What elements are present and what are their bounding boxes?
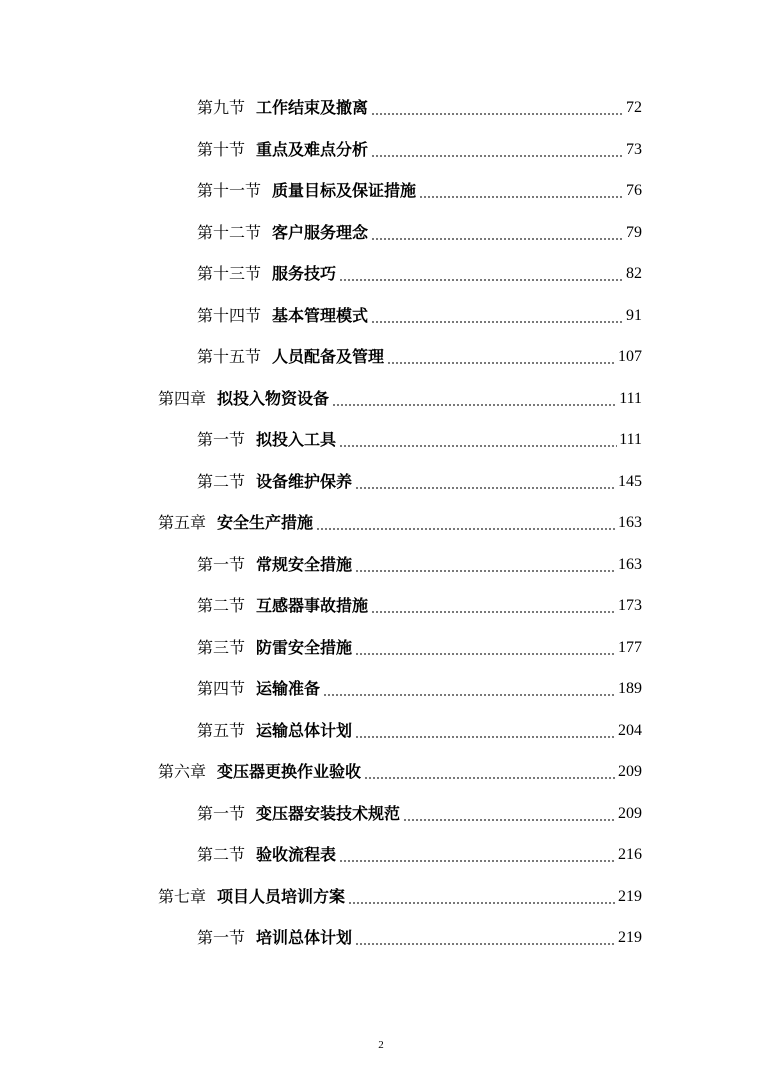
toc-entry-title: 互感器事故措施 [256,596,369,615]
toc-entry-prefix: 第二节 [197,472,246,491]
toc-entry-title: 变压器更换作业验收 [217,762,362,781]
page-number: 2 [378,1039,384,1051]
toc-entry-prefix: 第七章 [158,887,207,906]
toc-entry-title: 设备维护保养 [256,472,353,491]
toc-entry-page: 145 [618,473,642,490]
toc-entry-prefix: 第一节 [197,804,246,823]
toc-entry[interactable] [197,717,642,745]
dot-leader [403,819,616,821]
toc-entry-title: 服务技巧 [272,264,337,283]
dot-leader [355,653,616,655]
toc-entry-title: 安全生产措施 [217,513,314,532]
toc-entry-page: 209 [618,805,642,822]
toc-entry-prefix: 第五章 [158,513,207,532]
toc-entry[interactable] [197,800,642,828]
toc-entry-title: 拟投入工具 [256,430,337,449]
toc-entry-prefix: 第二节 [197,845,246,864]
dot-leader [419,196,624,198]
dot-leader [371,321,624,323]
toc-entry-prefix: 第十二节 [197,223,262,242]
toc-entry-title: 质量目标及保证措施 [272,181,417,200]
toc-entry-prefix: 第一节 [197,928,246,947]
toc-entry-title: 基本管理模式 [272,306,369,325]
toc-entry-page: 73 [626,141,642,158]
dot-leader [371,155,624,157]
toc-entry-page: 79 [626,224,642,241]
toc-entry-page: 216 [618,846,642,863]
toc-entry-title: 工作结束及撤离 [256,98,369,117]
dot-leader [355,487,616,489]
toc-entry-title: 培训总体计划 [256,928,353,947]
toc-entry-prefix: 第十三节 [197,264,262,283]
toc-entry-page: 111 [619,431,642,448]
toc-entry-chapter[interactable] [158,385,642,413]
toc-entry-page: 163 [618,556,642,573]
toc-entry[interactable] [197,841,642,869]
toc-entry-prefix: 第三节 [197,638,246,657]
toc-entry[interactable] [197,136,642,164]
toc-entry-title: 重点及难点分析 [256,140,369,159]
toc-entry-prefix: 第五节 [197,721,246,740]
toc-entry-chapter[interactable] [158,883,642,911]
toc-entry-prefix: 第六章 [158,762,207,781]
toc-entry-title: 运输准备 [256,679,321,698]
toc-entry[interactable] [197,426,642,454]
toc-entry-page: 204 [618,722,642,739]
toc-entry-prefix: 第九节 [197,98,246,117]
toc-entry-page: 91 [626,307,642,324]
dot-leader [323,694,616,696]
toc-entry-page: 163 [618,514,642,531]
toc-entry[interactable] [197,302,642,330]
toc-entry-title: 客户服务理念 [272,223,369,242]
toc-entry-prefix: 第四节 [197,679,246,698]
toc-entry-prefix: 第一节 [197,555,246,574]
dot-leader [364,777,616,779]
toc-entry[interactable] [197,592,642,620]
dot-leader [316,528,616,530]
toc-entry-page: 189 [618,680,642,697]
toc-entry-title: 变压器安装技术规范 [256,804,401,823]
toc-entry-page: 177 [618,639,642,656]
toc-entry[interactable] [197,94,642,122]
toc-entry-page: 76 [626,182,642,199]
toc-entry-page: 82 [626,265,642,282]
toc-entry[interactable] [197,260,642,288]
toc-entry-title: 防雷安全措施 [256,638,353,657]
toc-entry[interactable] [197,675,642,703]
toc-entry[interactable] [197,177,642,205]
toc-entry-page: 173 [618,597,642,614]
dot-leader [371,113,624,115]
toc-entry-title: 验收流程表 [256,845,337,864]
toc-entry-chapter[interactable] [158,758,642,786]
toc-entry-prefix: 第十一节 [197,181,262,200]
toc-entry-page: 107 [618,348,642,365]
toc-entry-page: 209 [618,763,642,780]
toc-entry-title: 项目人员培训方案 [217,887,346,906]
dot-leader [332,404,617,406]
toc-entry-prefix: 第一节 [197,430,246,449]
dot-leader [339,860,616,862]
toc-entry[interactable] [197,219,642,247]
toc-entry[interactable] [197,468,642,496]
dot-leader [371,611,616,613]
toc-entry-page: 219 [618,888,642,905]
toc-entry-page: 219 [618,929,642,946]
toc-entry-prefix: 第十节 [197,140,246,159]
toc-entry-title: 拟投入物资设备 [217,389,330,408]
dot-leader [387,362,616,364]
dot-leader [339,445,617,447]
toc-entry-title: 人员配备及管理 [272,347,385,366]
toc-entry-prefix: 第四章 [158,389,207,408]
dot-leader [355,736,616,738]
toc-entry-page: 72 [626,99,642,116]
dot-leader [348,902,616,904]
toc-entry-title: 运输总体计划 [256,721,353,740]
toc-entry-prefix: 第二节 [197,596,246,615]
toc-entry-page: 111 [619,390,642,407]
toc-entry-prefix: 第十五节 [197,347,262,366]
toc-entry[interactable] [197,634,642,662]
dot-leader [355,943,616,945]
toc-entry[interactable] [197,551,642,579]
toc-entry[interactable] [197,343,642,371]
toc-entry[interactable] [197,924,642,952]
toc-entry-title: 常规安全措施 [256,555,353,574]
dot-leader [371,238,624,240]
dot-leader [339,279,624,281]
dot-leader [355,570,616,572]
toc-entry-chapter[interactable] [158,509,642,537]
toc-entry-prefix: 第十四节 [197,306,262,325]
